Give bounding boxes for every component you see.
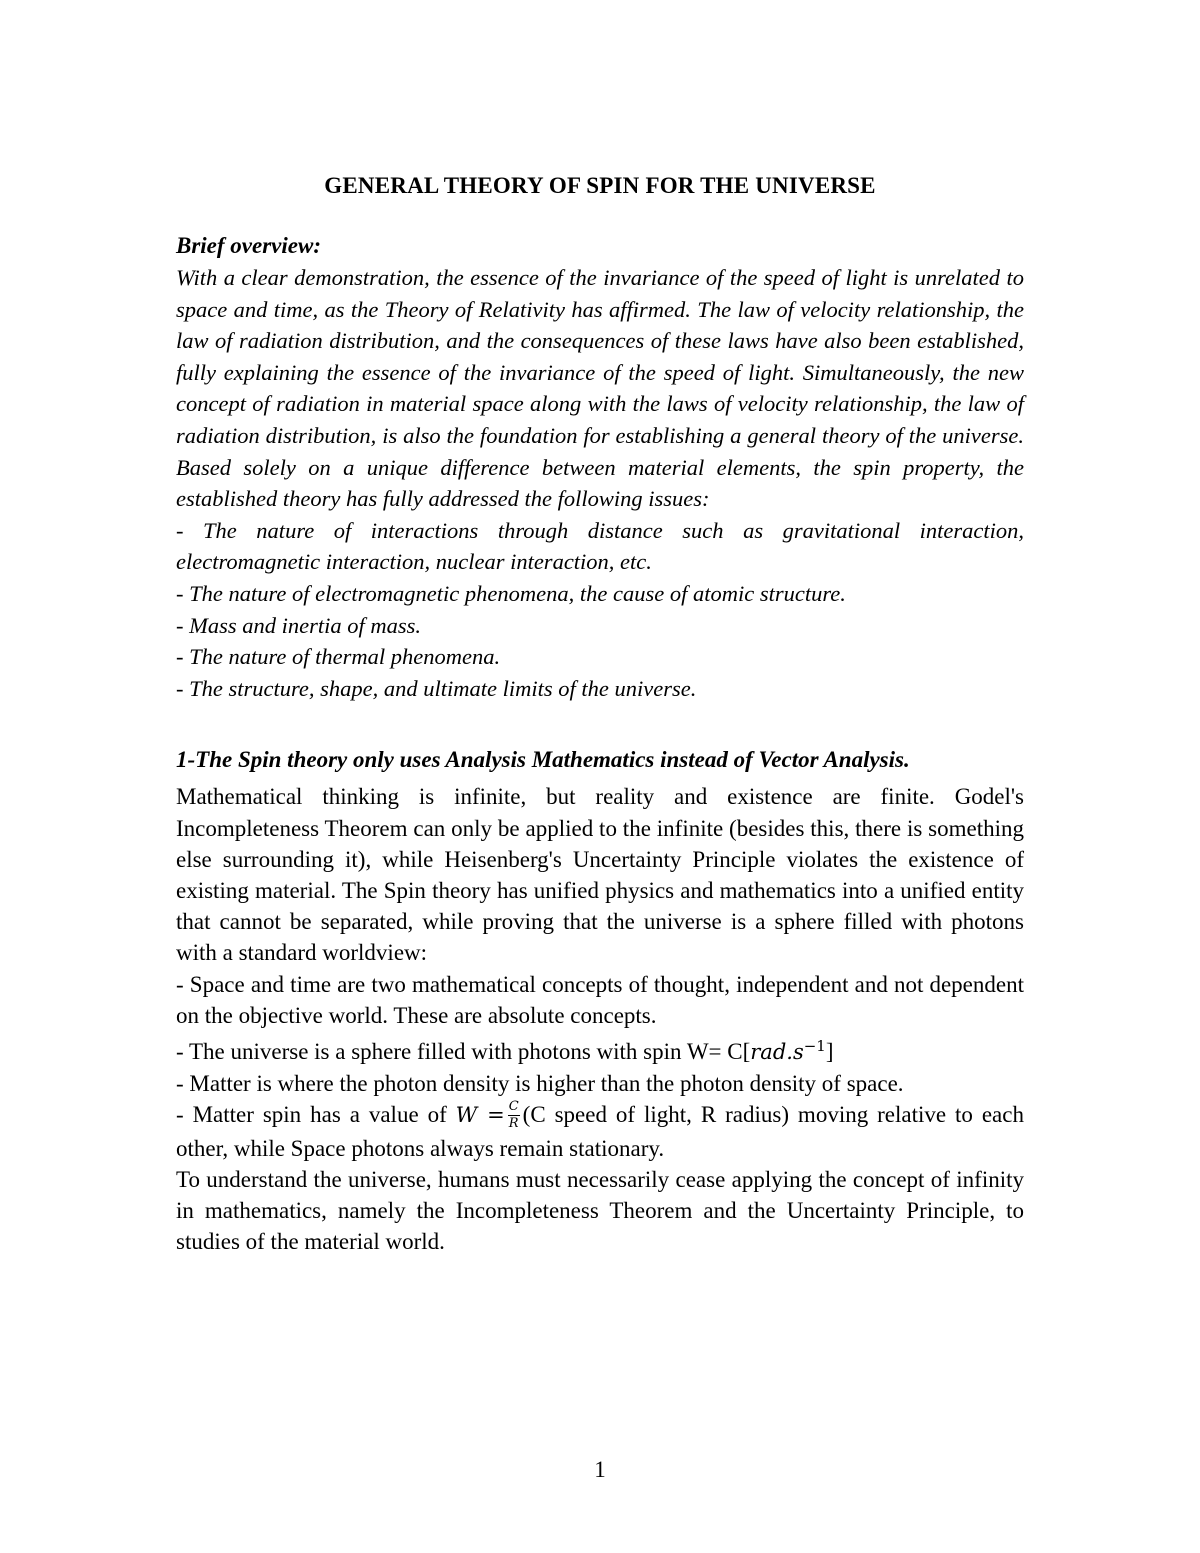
section-1-item-matter-spin	[176, 1099, 1024, 1163]
universe-spin-unit: rad.s	[750, 1039, 804, 1064]
fraction-numerator: C	[508, 1098, 519, 1114]
overview-item-thermal: - The nature of thermal phenomena.	[176, 644, 501, 670]
fraction-denominator: R	[508, 1115, 519, 1131]
overview-item-electromagnetic: - The nature of electromagnetic phenomena, the cause of atomic structure.	[176, 580, 846, 606]
section-1-item-space-time: - Space and time are two mathematical concepts of thought, independent and not dependent on the objective world. These are absolute concepts.	[176, 971, 1024, 1028]
document-title: GENERAL THEORY OF SPIN FOR THE UNIVERSE	[324, 173, 876, 198]
matter-spin-fraction	[508, 1100, 520, 1131]
matter-spin-description: (C speed of light, R radius) moving relative to each other, while Space photons always remain stationary.	[176, 1102, 1024, 1161]
section-spacer	[176, 704, 1024, 744]
overview-heading: Brief overview:	[176, 233, 321, 258]
matter-spin-text: - Matter spin has a value of	[176, 1102, 456, 1128]
overview-item-mass: - Mass and inertia of mass.	[176, 612, 422, 638]
section-1-paragraph: Mathematical thinking is infinite, but reality and existence are finite. Godel's Incompleteness Theorem can only be applied to the infinite (besides this, there is something else surrounding it), while Heisenberg's Uncertainty Principle violates the existence of existing material. The Spin theory has unified physics and mathematics into a unified entity that cannot be separated, while proving that the universe is a sphere filled with photons with a standard worldview:	[176, 784, 1024, 966]
overview-item-structure: - The structure, shape, and ultimate limits of the universe.	[176, 675, 697, 701]
document-page	[176, 170, 1024, 1257]
section-1-item-matter-density: - Matter is where the photon density is higher than the photon density of space.	[176, 1071, 904, 1097]
universe-text: - The universe is a sphere filled with photons with spin W= C[	[176, 1038, 751, 1064]
page-number: 1	[594, 1457, 606, 1482]
section-1-closing: To understand the universe, humans must necessarily cease applying the concept of infinity in mathematics, namely the Incompleteness Theorem and the Uncertainty Principle, to studies of the material world.	[176, 1166, 1024, 1255]
universe-spin-exponent: −1	[803, 1036, 826, 1055]
brief-overview-section	[176, 230, 1024, 704]
section-1-item-universe	[176, 1031, 1024, 1068]
section-1-heading: 1-The Spin theory only uses Analysis Mathematics instead of Vector Analysis.	[176, 747, 910, 773]
universe-bracket: ]	[825, 1038, 834, 1064]
section-1	[176, 744, 1024, 1257]
matter-spin-formula: W =	[455, 1103, 505, 1128]
overview-item-interactions: - The nature of interactions through distance such as gravitational interaction, electromagnetic interaction, nuclear interaction, etc.	[176, 517, 1024, 575]
overview-paragraph: With a clear demonstration, the essence of the invariance of the speed of light is unrelated to space and time, as the Theory of Relativity has affirmed. The law of velocity relationship, the law of radiation distribution, and the consequences of these laws have also been established, fully explaining the essence of the invariance of the speed of light. Simultaneously, the new concept of radiation in material space along with the laws of velocity relationship, the law of radiation distribution, is also the foundation for establishing a general theory of the universe. Based solely on a unique difference between material elements, the spin property, the established theory has fully addressed the following issues:	[176, 265, 1024, 512]
